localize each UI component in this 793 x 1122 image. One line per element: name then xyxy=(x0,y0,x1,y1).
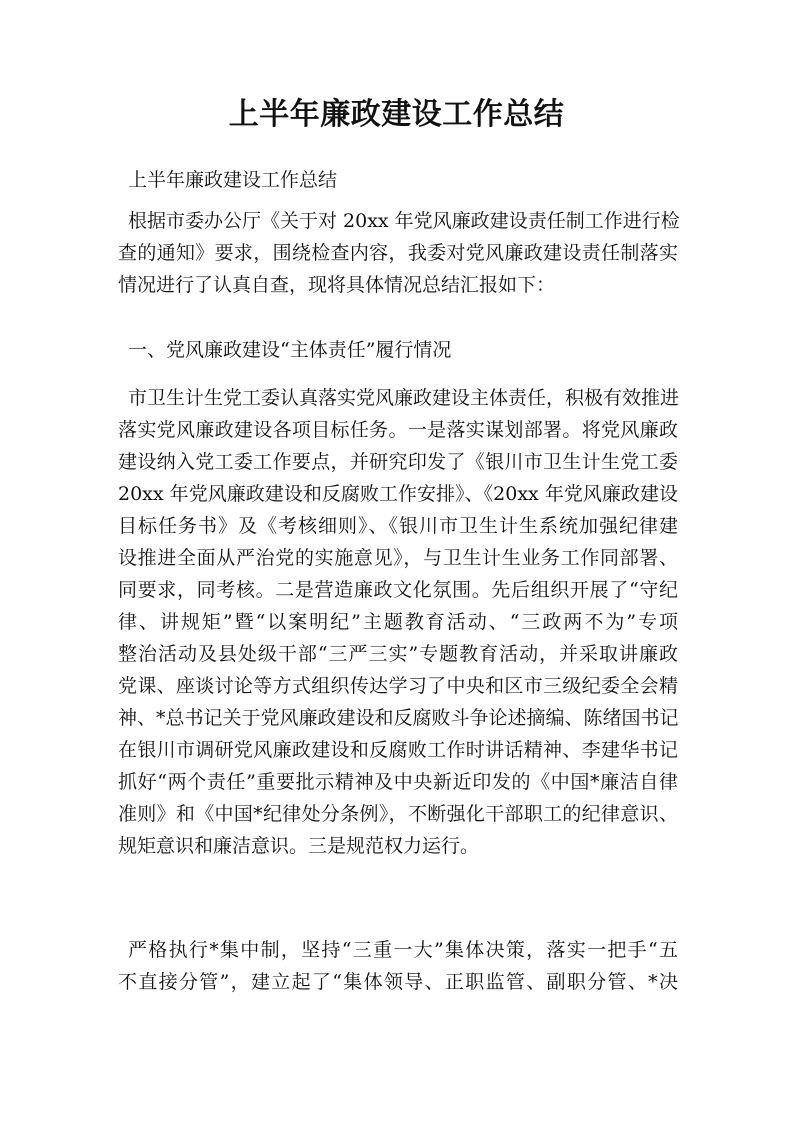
paragraph-line: 情况进行了认真自查，现将具体情况总结汇报如下： xyxy=(118,274,556,296)
paragraph-line: 抓好“两个责任”重要批示精神及中央新近印发的《中国*廉洁自律 xyxy=(118,771,678,793)
page-title: 上半年廉政建设工作总结 xyxy=(228,97,565,132)
paragraph-line: 神、*总书记关于党风廉政建设和反腐败斗争论述摘编、陈绪国书记 xyxy=(118,707,679,729)
paragraph-line: 20xx 年党风廉政建设和反腐败工作安排》、《20xx 年党风廉政建设 xyxy=(118,483,678,505)
body-paragraph-1 xyxy=(118,382,678,862)
paragraph-line: 目标任务书》及《考核细则》、《银川市卫生计生系统加强纪律建 xyxy=(118,515,678,537)
paragraph-line: 设推进全面从严治党的实施意见》，与卫生计生业务工作同部署、 xyxy=(118,547,678,569)
paragraph-line: 严格执行*集中制，坚持“三重一大”集体决策，落实一把手“五 xyxy=(128,939,678,961)
paragraph-line: 不直接分管”，建立起了“集体领导、正职监管、副职分管、*决 xyxy=(118,971,678,993)
paragraph-line: 在银川市调研党风廉政建设和反腐败工作时讲话精神、李建华书记 xyxy=(118,739,678,761)
paragraph-line: 建设纳入党工委工作要点，并研究印发了《银川市卫生计生党工委 xyxy=(118,451,678,473)
section-heading-text: 一、党风廉政建设“主体责任”履行情况 xyxy=(128,339,452,361)
paragraph-line: 落实党风廉政建设各项目标任务。一是落实谋划部署。将党风廉政 xyxy=(118,419,678,441)
intro-paragraph xyxy=(118,205,678,301)
subtitle-text: 上半年廉政建设工作总结 xyxy=(128,169,338,191)
paragraph-line: 整治活动及县处级干部“三严三实”专题教育活动，并采取讲廉政 xyxy=(118,643,678,665)
section-heading xyxy=(118,334,688,366)
paragraph-line: 市卫生计生党工委认真落实党风廉政建设主体责任，积极有效推进 xyxy=(128,387,680,409)
paragraph-line: 律、讲规矩”暨“以案明纪”主题教育活动、“三政两不为”专项 xyxy=(118,611,678,633)
body-paragraph-2 xyxy=(118,934,678,998)
paragraph-line: 根据市委办公厅《关于对 20xx 年党风廉政建设责任制工作进行检 xyxy=(128,210,680,232)
paragraph-line: 查的通知》要求，围绕检查内容，我委对党风廉政建设责任制落实 xyxy=(118,242,678,264)
paragraph-line: 党课、座谈讨论等方式组织传达学习了中央和区市三级纪委全会精 xyxy=(118,675,678,697)
document-subtitle xyxy=(118,164,688,196)
paragraph-line: 同要求，同考核。二是营造廉政文化氛围。先后组织开展了“守纪 xyxy=(118,579,678,601)
paragraph-line: 规矩意识和廉洁意识。三是规范权力运行。 xyxy=(118,835,480,857)
paragraph-line: 准则》和《中国*纪律处分条例》，不断强化干部职工的纪律意识、 xyxy=(118,803,678,825)
